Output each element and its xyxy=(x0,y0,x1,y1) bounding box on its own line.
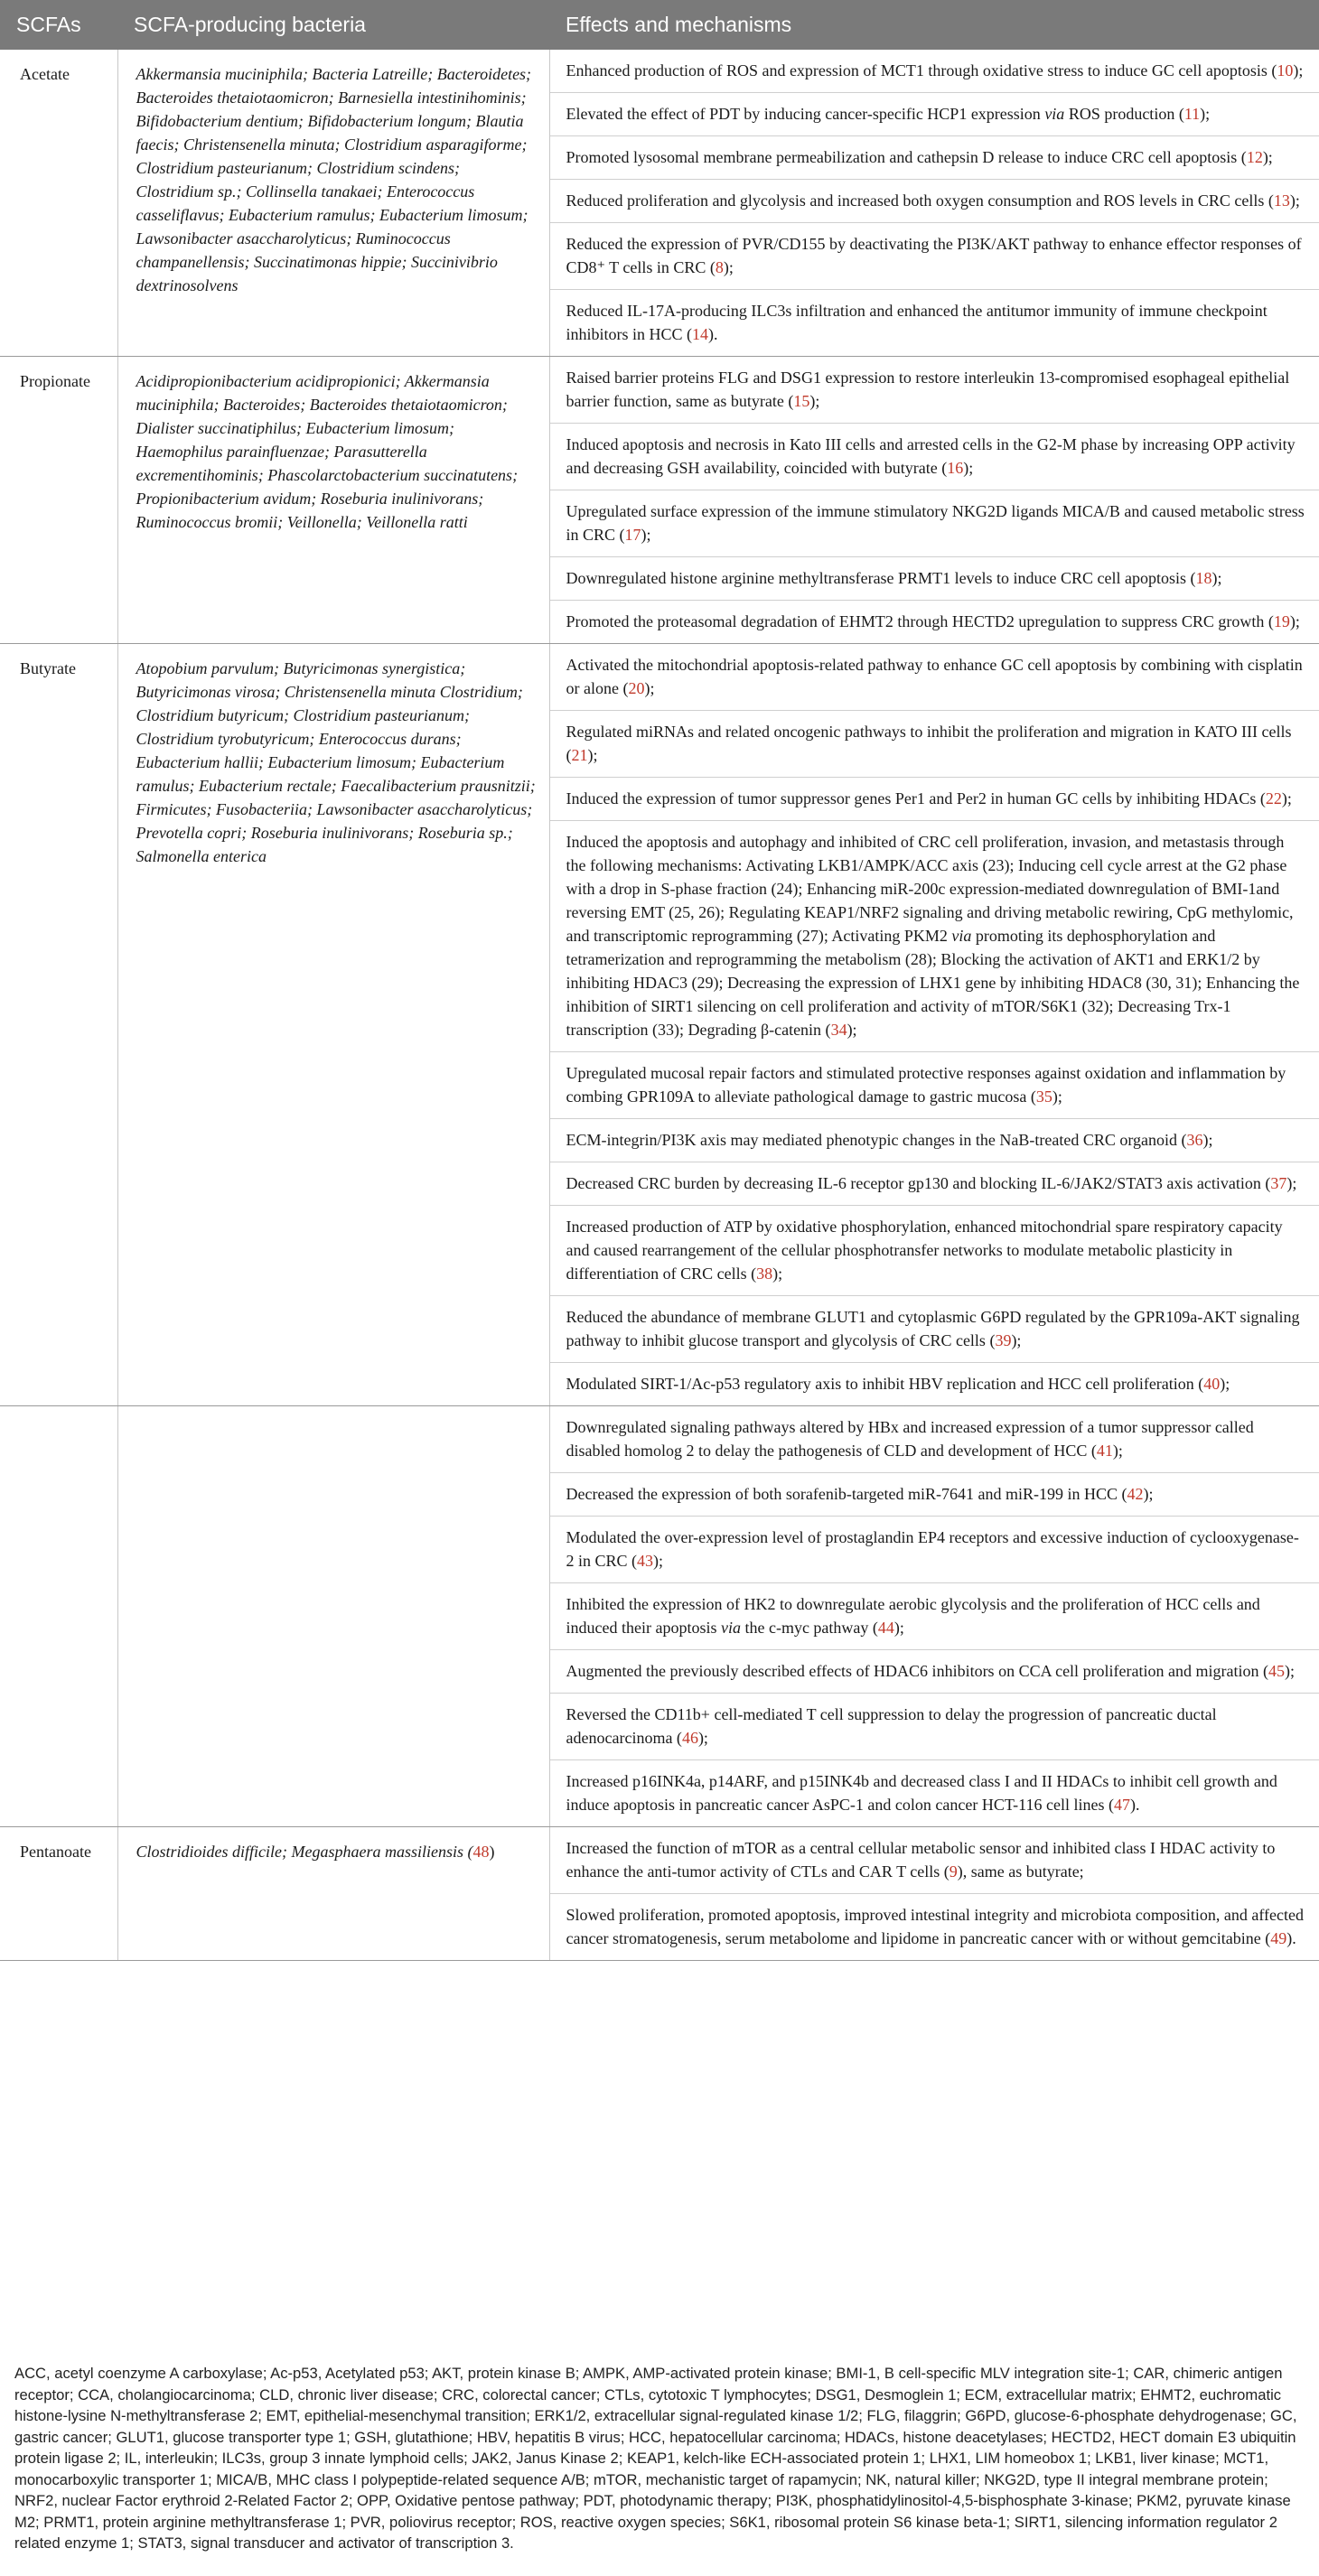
effect-item xyxy=(550,290,1319,356)
effect-text: Reduced proliferation and glycolysis and increased both oxygen consumption and ROS levels in CRC cells ( xyxy=(566,191,1274,210)
effect-end: ); xyxy=(1262,148,1273,166)
effect-end: ). xyxy=(708,325,718,343)
citation-ref[interactable]: 10 xyxy=(1277,61,1294,79)
effect-end: ); xyxy=(1052,1087,1062,1106)
effect-text: Augmented the previously described effects of HDAC6 inhibitors on CCA cell proliferation and migration ( xyxy=(566,1662,1268,1680)
effect-end: ); xyxy=(809,392,820,410)
citation-ref[interactable]: 46 xyxy=(681,1729,698,1747)
bacteria-list xyxy=(117,1406,549,1827)
bacteria-list xyxy=(117,50,549,357)
effect-item xyxy=(550,1162,1319,1206)
effect-text: Activated the mitochondrial apoptosis-related pathway to enhance GC cell apoptosis by combining with cisplatin or alone ( xyxy=(566,656,1303,697)
effect-end: ); xyxy=(1011,1331,1022,1349)
effect-item xyxy=(550,1517,1319,1583)
effect-text: Elevated the effect of PDT by inducing cancer-specific HCP1 expression via ROS production ( xyxy=(566,105,1184,123)
effect-text: Increased p16INK4a, p14ARF, and p15INK4b and decreased class I and II HDACs to inhibit cell growth and induce apoptosis in pancreatic cancer AsPC-1 and colon cancer HCT-116 cell lines ( xyxy=(566,1772,1277,1814)
citation-ref[interactable]: 13 xyxy=(1273,191,1290,210)
effect-item xyxy=(550,1296,1319,1363)
effect-end: ), same as butyrate; xyxy=(957,1862,1084,1881)
effect-end: ); xyxy=(893,1619,904,1637)
scfa-name: Pentanoate xyxy=(0,1827,117,1961)
effect-end: ); xyxy=(587,746,598,764)
effect-text: Raised barrier proteins FLG and DSG1 expression to restore interleukin 13-compromised esophageal epithelial barrier function, same as butyrate ( xyxy=(566,369,1290,410)
header-bacteria: SCFA-producing bacteria xyxy=(117,0,549,50)
effect-end: ); xyxy=(1285,1662,1295,1680)
effect-item xyxy=(550,424,1319,490)
effect-text: Downregulated signaling pathways altered by HBx and increased expression of a tumor suppressor called disabled homolog 2 to delay the pathogenesis of CLD and development of HCC ( xyxy=(566,1418,1254,1460)
effect-end: ); xyxy=(847,1021,857,1039)
effect-item xyxy=(550,1052,1319,1119)
citation-ref[interactable]: 20 xyxy=(628,679,645,697)
bacteria-list xyxy=(117,357,549,644)
citation-ref[interactable]: 48 xyxy=(472,1843,490,1861)
bacteria-list: Clostridioides difficile; Megasphaera massiliensis (48) xyxy=(117,1827,549,1961)
effect-end: ). xyxy=(1286,1929,1296,1947)
citation-ref[interactable]: 8 xyxy=(715,258,724,276)
table-row xyxy=(0,357,1319,644)
effect-item xyxy=(550,1406,1319,1473)
effect-end: ); xyxy=(1293,61,1304,79)
effect-end: ); xyxy=(697,1729,708,1747)
effect-item xyxy=(550,223,1319,290)
effect-item xyxy=(550,1206,1319,1296)
table-row xyxy=(0,1406,1319,1827)
table-row xyxy=(0,644,1319,1406)
bacteria-text: Atopobium parvulum; Butyricimonas synergistica; Butyricimonas virosa; Christensenella minuta Clostridium; Clostridium butyricum; Clostridium pasteurianum; Clostridium tyrobutyricum; Enterococcus durans; Eubacterium hallii; Eubacterium limosum; Eubacterium ramulus; Eubacterium rectale; Faecalibacterium prausnitzii; Firmicutes; Fusobacteriia; Lawsonibacter asaccharolyticus; Prevotella copri; Roseburia inulinivorans; Roseburia sp.; Salmonella enterica xyxy=(136,659,536,865)
citation-ref[interactable]: 43 xyxy=(637,1552,654,1570)
effect-text: Promoted lysosomal membrane permeabilization and cathepsin D release to induce CRC cell apoptosis ( xyxy=(566,148,1247,166)
effect-item xyxy=(550,136,1319,180)
effect-end: ); xyxy=(653,1552,664,1570)
citation-ref[interactable]: 22 xyxy=(1265,789,1282,807)
effect-item xyxy=(550,357,1319,424)
effect-item xyxy=(550,601,1319,643)
citation-ref[interactable]: 49 xyxy=(1270,1929,1287,1947)
citation-ref[interactable]: 35 xyxy=(1035,1087,1052,1106)
citation-ref[interactable]: 18 xyxy=(1195,569,1212,587)
citation-ref[interactable]: 17 xyxy=(624,526,641,544)
scfa-name: Acetate xyxy=(0,50,117,357)
effect-end: ); xyxy=(1220,1375,1230,1393)
effects-cell xyxy=(549,50,1319,357)
effect-item xyxy=(550,711,1319,778)
citation-ref[interactable]: 40 xyxy=(1203,1375,1221,1393)
citation-ref[interactable]: 14 xyxy=(692,325,709,343)
effect-text: Enhanced production of ROS and expression of MCT1 through oxidative stress to induce GC cell apoptosis ( xyxy=(566,61,1277,79)
scfa-name: Butyrate xyxy=(0,644,117,1406)
effect-text: Reduced IL-17A-producing ILC3s infiltration and enhanced the antitumor immunity of immune checkpoint inhibitors in HCC ( xyxy=(566,302,1268,343)
effect-end: ); xyxy=(1286,1174,1297,1192)
header-row xyxy=(0,0,1319,50)
effect-item xyxy=(550,1473,1319,1517)
effect-item xyxy=(550,50,1319,93)
effect-end: ); xyxy=(1202,1131,1213,1149)
effect-item xyxy=(550,93,1319,136)
effect-end: ). xyxy=(1129,1796,1140,1814)
citation-ref[interactable]: 39 xyxy=(995,1331,1012,1349)
effects-cell xyxy=(549,357,1319,644)
effect-end: ); xyxy=(1281,789,1292,807)
effect-text: Downregulated histone arginine methyltransferase PRMT1 levels to induce CRC cell apoptosis ( xyxy=(566,569,1196,587)
effect-text: ECM-integrin/PI3K axis may mediated phenotypic changes in the NaB-treated CRC organoid ( xyxy=(566,1131,1187,1149)
effect-item xyxy=(550,1760,1319,1826)
citation-ref[interactable]: 42 xyxy=(1127,1485,1144,1503)
effect-text: Induced the expression of tumor suppressor genes Per1 and Per2 in human GC cells by inhibiting HDACs ( xyxy=(566,789,1266,807)
citation-ref[interactable]: 15 xyxy=(793,392,810,410)
effect-item xyxy=(550,1827,1319,1894)
abbreviation-footnote: ACC, acetyl coenzyme A carboxylase; Ac-p53, Acetylated p53; AKT, protein kinase B; AMPK, AMP-activated protein kinase; BMI-1, B cell-specific MLV integration site-1; CAR, chimeric antigen receptor; CCA, cholangiocarcinoma; CLD, chronic liver disease; CRC, colorectal cancer; CTLs, cytotoxic T lymphocytes; DSG1, Desmoglein 1; ECM, extracellular matrix; EHMT2, euchromatic histone-lysine N-methyltransferase 2; EMT, epithelial-mesenchymal transition; ERK1/2, extracellular signal-regulated kinase 1/2; FLG, filaggrin; G6PD, glucose-6-phosphate dehydrogenase; GC, gastric cancer; GLUT1, glucose transporter type 1; GSH, glutathione; HBV, hepatitis B virus; HCC, hepatocellular carcinoma; HDACs, histone deacetylases; HECTD2, HECT domain E3 ubiquitin protein ligase 2; IL, interleukin; ILC3s, group 3 innate lymphoid cells; JAK2, Janus Kinase 2; KEAP1, kelch-like ECH-associated protein 1; LHX1, LIM homeobox 1; LKB1, liver kinase; MCT1, monocarboxylic transporter 1; MICA/B, MHC class I polypeptide-related sequence A/B; mTOR, mechanistic target of rapamycin; NK, natural killer; NKG2D, type II integral membrane protein; NRF2, nuclear Factor erythroid 2-Related Factor 2; OPP, Oxidative pentose pathway; PDT, photodynamic therapy; PI3K, phosphatidylinositol-4,5-bisphosphate 3-kinase; PKM2, pyruvate kinase M2; PRMT1, protein arginine methyltransferase 1; PVR, poliovirus receptor; ROS, reactive oxygen species; S6K1, ribosomal protein S6 kinase beta-1; SIRT1, silencing information regulator 2 related enzyme 1; STAT3, signal transducer and activator of transcription 3. xyxy=(14,2365,1297,2552)
effects-cell xyxy=(549,1827,1319,1961)
citation-ref[interactable]: 38 xyxy=(756,1265,773,1283)
effect-item xyxy=(550,490,1319,557)
citation-ref[interactable]: 37 xyxy=(1270,1174,1287,1192)
citation-ref[interactable]: 36 xyxy=(1186,1131,1203,1149)
effect-end: ); xyxy=(644,679,655,697)
effect-text: Upregulated surface expression of the immune stimulatory NKG2D ligands MICA/B and caused metabolic stress in CRC ( xyxy=(566,502,1305,544)
table-row xyxy=(0,1827,1319,1961)
effect-item xyxy=(550,1650,1319,1694)
effect-item xyxy=(550,1894,1319,1960)
effect-end: ); xyxy=(1112,1442,1123,1460)
scfa-name xyxy=(0,1406,117,1827)
effect-item xyxy=(550,180,1319,223)
effect-end: ); xyxy=(1143,1485,1154,1503)
effect-end: ); xyxy=(963,459,974,477)
effect-text: Reversed the CD11b+ cell-mediated T cell suppression to delay the progression of pancreatic ductal adenocarcinoma ( xyxy=(566,1705,1217,1747)
effect-text: Induced the apoptosis and autophagy and inhibited of CRC cell proliferation, invasion, and metastasis through the following mechanisms: Activating LKB1/AMPK/ACC axis (23); Inducing cell cycle arrest at the G2 phase with a drop in S-phase fraction (24); Enhancing miR-200c expression-mediated downregulation of BMI-1and reversing EMT (25, 26); Regulating KEAP1/NRF2 signaling and driving metabolic rewiring, CpG methylomic, and transcriptomic reprogramming (27); Activating PKM2 via promoting its dephosphorylation and tetramerization and reprogramming the metabolism (28); Blocking the activation of AKT1 and ERK1/2 by inhibiting HDAC3 (29); Decreasing the expression of LHX1 gene by inhibiting HDAC8 (30, 31); Enhancing the inhibition of SIRT1 silencing on cell proliferation and activity of mTOR/S6K1 (32); Decreasing Trx-1 transcription (33); Degrading β-catenin ( xyxy=(566,833,1300,1039)
effect-end: ); xyxy=(1289,612,1300,630)
effect-text: Increased production of ATP by oxidative phosphorylation, enhanced mitochondrial spare respiratory capacity and caused rearrangement of the cellular phosphotransfer networks to modulate metabolic plasticity in differentiation of CRC cells ( xyxy=(566,1218,1283,1283)
citation-ref[interactable]: 44 xyxy=(877,1619,894,1637)
header-scfas: SCFAs xyxy=(0,0,117,50)
effect-text: Modulated SIRT-1/Ac-p53 regulatory axis to inhibit HBV replication and HCC cell proliferation ( xyxy=(566,1375,1204,1393)
citation-ref[interactable]: 21 xyxy=(571,746,588,764)
effect-item xyxy=(550,1363,1319,1405)
citation-ref[interactable]: 41 xyxy=(1096,1442,1113,1460)
effects-cell xyxy=(549,1406,1319,1827)
citation-ref[interactable]: 9 xyxy=(949,1862,958,1881)
bacteria-list xyxy=(117,644,549,1406)
bacteria-text: Akkermansia muciniphila; Bacteria Latreille; Bacteroidetes; Bacteroides thetaiotaomicron; Barnesiella intestinihominis; Bifidobacterium dentium; Bifidobacterium longum; Blautia faecis; Christensenella minuta; Clostridium asparagiforme; Clostridium pasteurianum; Clostridium scindens; Clostridium sp.; Collinsella tanakaei; Enterococcus casseliflavus; Eubacterium ramulus; Eubacterium limosum; Lawsonibacter asaccharolyticus; Ruminococcus champanellensis; Succinatimonas hippie; Succinivibrio dextrinosolvens xyxy=(136,65,532,294)
citation-ref[interactable]: 34 xyxy=(830,1021,847,1039)
effect-text: Inhibited the expression of HK2 to downregulate aerobic glycolysis and the proliferation of HCC cells and induced their apoptosis via the c-myc pathway ( xyxy=(566,1595,1260,1637)
effect-text: Promoted the proteasomal degradation of EHMT2 through HECTD2 upregulation to suppress CRC growth ( xyxy=(566,612,1274,630)
effect-item xyxy=(550,644,1319,711)
effect-end: ); xyxy=(772,1265,783,1283)
effect-item xyxy=(550,1694,1319,1760)
effect-end: ); xyxy=(723,258,734,276)
effect-end: ); xyxy=(1289,191,1300,210)
effect-item xyxy=(550,821,1319,1052)
effect-text: Reduced the abundance of membrane GLUT1 and cytoplasmic G6PD regulated by the GPR109a-AKT signaling pathway to inhibit glucose transport and glycolysis of CRC cells ( xyxy=(566,1308,1300,1349)
effect-text: Decreased the expression of both sorafenib-targeted miR-7641 and miR-199 in HCC ( xyxy=(566,1485,1127,1503)
header-effects: Effects and mechanisms xyxy=(549,0,1319,50)
effect-end: ); xyxy=(1200,105,1211,123)
effect-text: Increased the function of mTOR as a central cellular metabolic sensor and inhibited class I HDAC activity to enhance the anti-tumor activity of CTLs and CAR T cells ( xyxy=(566,1839,1276,1881)
citation-ref[interactable]: 45 xyxy=(1268,1662,1285,1680)
effect-text: Regulated miRNAs and related oncogenic pathways to inhibit the proliferation and migration in KATO III cells ( xyxy=(566,723,1292,764)
effect-end: ); xyxy=(641,526,651,544)
bacteria-text: Acidipropionibacterium acidipropionici; Akkermansia muciniphila; Bacteroides; Bacteroides thetaiotaomicron; Dialister succinatiphilus; Eubacterium limosum; Haemophilus parainfluenzae; Parasutterella excrementihominis; Phascolarctobacterium succinatutens; Propionibacterium avidum; Roseburia inulinivorans; Ruminococcus bromii; Veillonella; Veillonella ratti xyxy=(136,372,519,531)
effects-cell xyxy=(549,644,1319,1406)
effect-end: ); xyxy=(1211,569,1222,587)
citation-ref[interactable]: 12 xyxy=(1246,148,1263,166)
citation-ref[interactable]: 47 xyxy=(1113,1796,1130,1814)
effect-text: Slowed proliferation, promoted apoptosis, improved intestinal integrity and microbiota composition, and affected cancer stromatogenesis, serum metabolome and lipidome in pancreatic cancer with or without gemcitabine ( xyxy=(566,1906,1304,1947)
effect-item xyxy=(550,778,1319,821)
effect-text: Decreased CRC burden by decreasing IL-6 receptor gp130 and blocking IL-6/JAK2/STAT3 axis activation ( xyxy=(566,1174,1271,1192)
effect-item xyxy=(550,1119,1319,1162)
effect-text: Upregulated mucosal repair factors and stimulated protective responses against oxidation and inflammation by combing GPR109A to alleviate pathological damage to gastric mucosa ( xyxy=(566,1064,1286,1106)
effect-text: Reduced the expression of PVR/CD155 by deactivating the PI3K/AKT pathway to enhance effector responses of CD8⁺ T cells in CRC ( xyxy=(566,235,1302,276)
effect-item xyxy=(550,557,1319,601)
table-row xyxy=(0,50,1319,357)
citation-ref[interactable]: 16 xyxy=(947,459,964,477)
effect-text: Modulated the over-expression level of prostaglandin EP4 receptors and excessive induction of cyclooxygenase-2 in CRC ( xyxy=(566,1528,1299,1570)
scfa-name: Propionate xyxy=(0,357,117,644)
effect-item xyxy=(550,1583,1319,1650)
citation-ref[interactable]: 11 xyxy=(1183,105,1201,123)
citation-ref[interactable]: 19 xyxy=(1273,612,1290,630)
effect-text: Induced apoptosis and necrosis in Kato III cells and arrested cells in the G2-M phase by increasing OPP activity and decreasing GSH availability, coincided with butyrate ( xyxy=(566,435,1296,477)
bacteria-text: Clostridioides difficile; Megasphaera massiliensis ( xyxy=(136,1843,473,1861)
table-body xyxy=(0,50,1319,1961)
